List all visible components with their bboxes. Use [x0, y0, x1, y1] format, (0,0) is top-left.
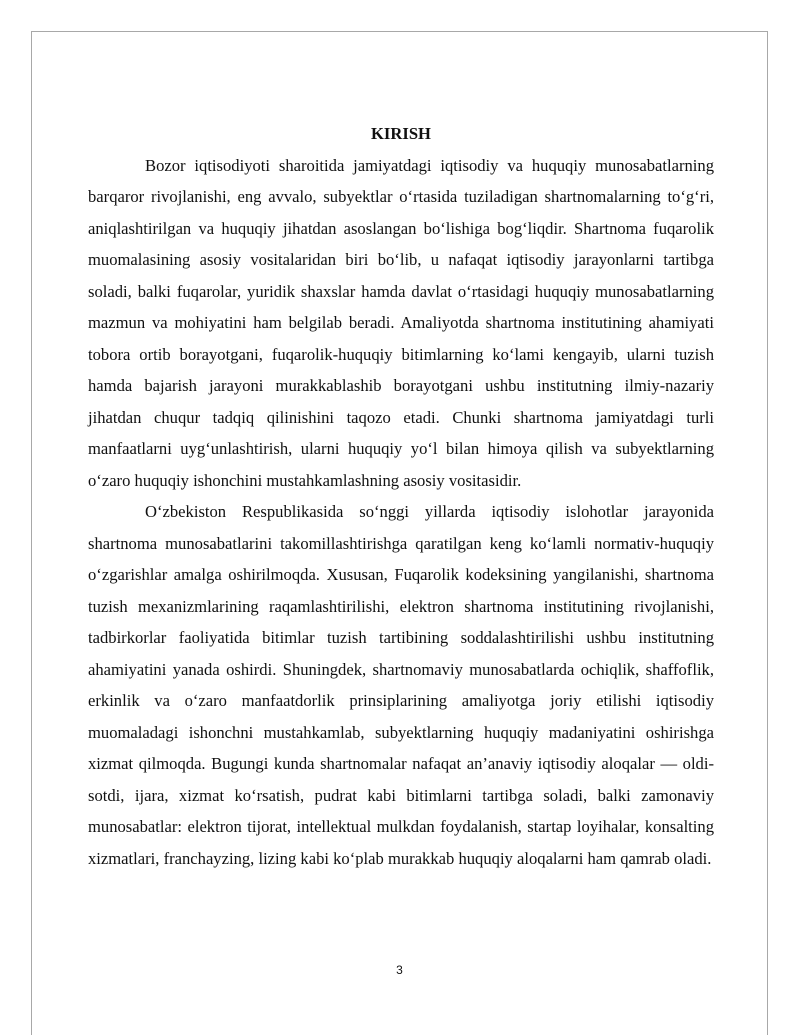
paragraph-1: Bozor iqtisodiyoti sharoitida jamiyatdagi iqtisodiy va huquqiy munosabatlarning barqaror rivojlanishi, eng avvalo, subyektlar o‘rtasida tuziladigan shartnomalarning to‘g‘ri, aniqlashtirilgan va huquqiy jihatdan asoslangan bo‘lishiga bog‘liqdir. Shartnoma fuqarolik muomalasining asosiy vositalaridan biri bo‘lib, u nafaqat iqtisodiy jarayonlarni tartibga soladi, balki fuqarolar, yuridik shaxslar hamda davlat o‘rtasidagi huquqiy munosabatlarning mazmun va mohiyatini ham belgilab beradi. Amaliyotda shartnoma institutining ahamiyati tobora ortib borayotgani, fuqarolik-huquqiy bitimlarning ko‘lami kengayib, ularni tuzish hamda bajarish jarayoni murakkablashib borayotgani ushbu institutning ilmiy-nazariy jihatdan chuqur tadqiq qilinishini taqozo etadi. Chunki shartnoma jamiyatdagi turli manfaatlarni uyg‘unlashtirish, ularni huquqiy yo‘l bilan himoya qilish va subyektlarning o‘zaro huquqiy ishonchini mustahkamlashning asosiy vositasidir. — [88, 155, 714, 490]
page-number: 3 — [396, 963, 403, 977]
page-content — [88, 118, 714, 874]
document-page — [31, 31, 768, 1035]
paragraph-2: O‘zbekiston Respublikasida so‘nggi yillarda iqtisodiy islohotlar jarayonida shartnoma munosabatlarini takomillashtirishga qaratilgan keng ko‘lamli normativ-huquqiy o‘zgarishlar amalga oshirilmoqda. Xususan, Fuqarolik kodeksining yangilanishi, shartnoma tuzish mexanizmlarining raqamlashtirilishi, elektron shartnoma institutining rivojlanishi, tadbirkorlar faoliyatida bitimlar tuzish tartibining soddalashtirilishi ushbu institutning ahamiyatini yanada oshirdi. Shuningdek, shartnomaviy munosabatlarda ochiqlik, shaffoflik, erkinlik va o‘zaro manfaatdorlik prinsiplarining amaliyotga joriy etilishi iqtisodiy muomaladagi ishonchni mustahkamlab, subyektlarning huquqiy madaniyatini oshirishga xizmat qilmoqda. Bugungi kunda shartnomalar nafaqat an’anaviy iqtisodiy aloqalar — oldi-sotdi, ijara, xizmat ko‘rsatish, pudrat kabi bitimlarni tartibga soladi, balki zamonaviy munosabatlar: elektron tijorat, intellektual mulkdan foydalanish, startap loyihalar, konsalting xizmatlari, franchayzing, lizing kabi ko‘plab murakkab huquqiy aloqalarni ham qamrab oladi. — [88, 502, 714, 868]
section-heading: KIRISH — [371, 124, 431, 143]
